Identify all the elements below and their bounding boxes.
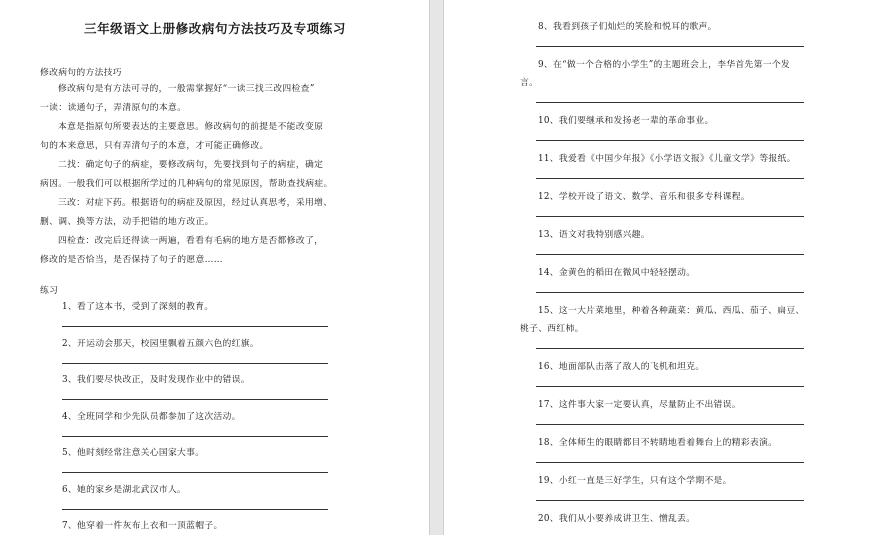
method-text-line: 病因。一般我们可以根据所学过的几种病句的常见原因，帮助查找病症。 bbox=[40, 179, 333, 189]
exercise-sentence: 1、看了这本书，受到了深刻的教育。 bbox=[62, 302, 214, 312]
exercise-sentence: 13、语文对我特别感兴趣。 bbox=[538, 230, 650, 240]
answer-line[interactable] bbox=[536, 102, 804, 103]
answer-line[interactable] bbox=[62, 472, 328, 473]
answer-line[interactable] bbox=[62, 399, 328, 400]
exercise-sentence: 16、地面部队击落了敌人的飞机和坦克。 bbox=[538, 362, 705, 372]
method-text-line: 二找：确定句子的病症，要修改病句，先要找到句子的病症，确定 bbox=[58, 160, 324, 170]
exercise-sentence: 17、这件事大家一定要认真，尽量防止不出错误。 bbox=[538, 400, 741, 410]
exercise-sentence: 3、我们要尽快改正，及时发现作业中的错误。 bbox=[62, 375, 250, 385]
method-text-line: 三改：对症下药。根据语句的病症及原因，经过认真思考，采用增、 bbox=[58, 198, 333, 208]
exercise-sentence: 7、他穿着一件灰布上衣和一顶蓝帽子。 bbox=[62, 521, 223, 531]
method-text-line: 句的本来意思，只有弄清句子的本意，才可能正确修改。 bbox=[40, 141, 269, 151]
answer-line[interactable] bbox=[536, 292, 804, 293]
answer-line[interactable] bbox=[536, 386, 804, 387]
exercise-sentence: 5、他时刻经常注意关心国家大事。 bbox=[62, 448, 205, 458]
exercise-heading: 练习 bbox=[40, 286, 59, 296]
exercise-sentence: 2、开运动会那天，校园里飘着五颜六色的红旗。 bbox=[62, 338, 259, 349]
exercise-sentence: 9、在“做一个合格的小学生”的主题班会上，李华首先第一个发 bbox=[538, 60, 791, 70]
exercise-sentence: 言。 bbox=[520, 78, 539, 88]
answer-line[interactable] bbox=[62, 509, 328, 510]
answer-line[interactable] bbox=[62, 363, 328, 364]
exercise-sentence: 19、小红一直是三好学生，只有这个学期不是。 bbox=[538, 476, 732, 486]
exercise-sentence: 20、我们从小要养成讲卫生、憎乱丢。 bbox=[538, 514, 696, 524]
exercise-sentence: 18、全体师生的眼睛都目不转睛地看着舞台上的精彩表演。 bbox=[538, 438, 778, 448]
exercise-sentence: 桃子、西红柿。 bbox=[520, 324, 584, 334]
answer-line[interactable] bbox=[536, 462, 804, 463]
answer-line[interactable] bbox=[62, 326, 328, 327]
exercise-sentence: 4、全班同学和少先队员都参加了这次活动。 bbox=[62, 411, 241, 422]
exercise-sentence: 8、我看到孩子们灿烂的笑脸和悦耳的歌声。 bbox=[538, 22, 717, 32]
method-text-line: 删、调、换等方法，动手把错的地方改正。 bbox=[40, 217, 214, 227]
answer-line[interactable] bbox=[536, 254, 804, 255]
method-text-line: 修改病句是有方法可寻的，一般需掌握好“一读三找三改四检查” bbox=[58, 84, 315, 94]
exercise-sentence: 10、我们要继承和发扬老一辈的革命事业。 bbox=[538, 116, 714, 126]
answer-line[interactable] bbox=[536, 216, 804, 217]
answer-line[interactable] bbox=[536, 348, 804, 349]
document-title: 三年级语文上册修改病句方法技巧及专项练习 bbox=[83, 21, 346, 36]
answer-line[interactable] bbox=[536, 178, 804, 179]
exercise-sentence: 12、学校开设了语文、数学、音乐和很多专科课程。 bbox=[538, 192, 750, 202]
answer-line[interactable] bbox=[62, 436, 328, 437]
exercise-sentence: 6、她的家乡是湖北武汉市人。 bbox=[62, 484, 187, 495]
method-text-line: 四检查：改完后还得读一两遍，看看有毛病的地方是否都修改了， bbox=[58, 236, 324, 246]
method-text-line: 本意是指原句所要表达的主要意思。修改病句的前提是不能改变原 bbox=[58, 122, 324, 132]
answer-line[interactable] bbox=[536, 140, 804, 141]
answer-line[interactable] bbox=[536, 424, 804, 425]
page-left bbox=[0, 0, 430, 535]
method-heading: 修改病句的方法技巧 bbox=[40, 68, 122, 78]
exercise-sentence: 14、金黄色的稻田在微风中轻轻摆动。 bbox=[538, 268, 696, 278]
exercise-sentence: 15、这一大片菜地里，种着各种蔬菜：黄瓜、西瓜、茄子、扁豆、 bbox=[538, 306, 805, 316]
exercise-sentence: 11、我爱看《中国少年报》《小学语文报》《儿童文学》等报纸。 bbox=[538, 154, 796, 164]
answer-line[interactable] bbox=[536, 500, 804, 501]
answer-line[interactable] bbox=[536, 46, 804, 47]
method-text-line: 修改的是否恰当，是否保持了句子的愿意…… bbox=[40, 255, 223, 265]
method-text-line: 一读：读通句子，弄清原句的本意。 bbox=[40, 103, 187, 113]
